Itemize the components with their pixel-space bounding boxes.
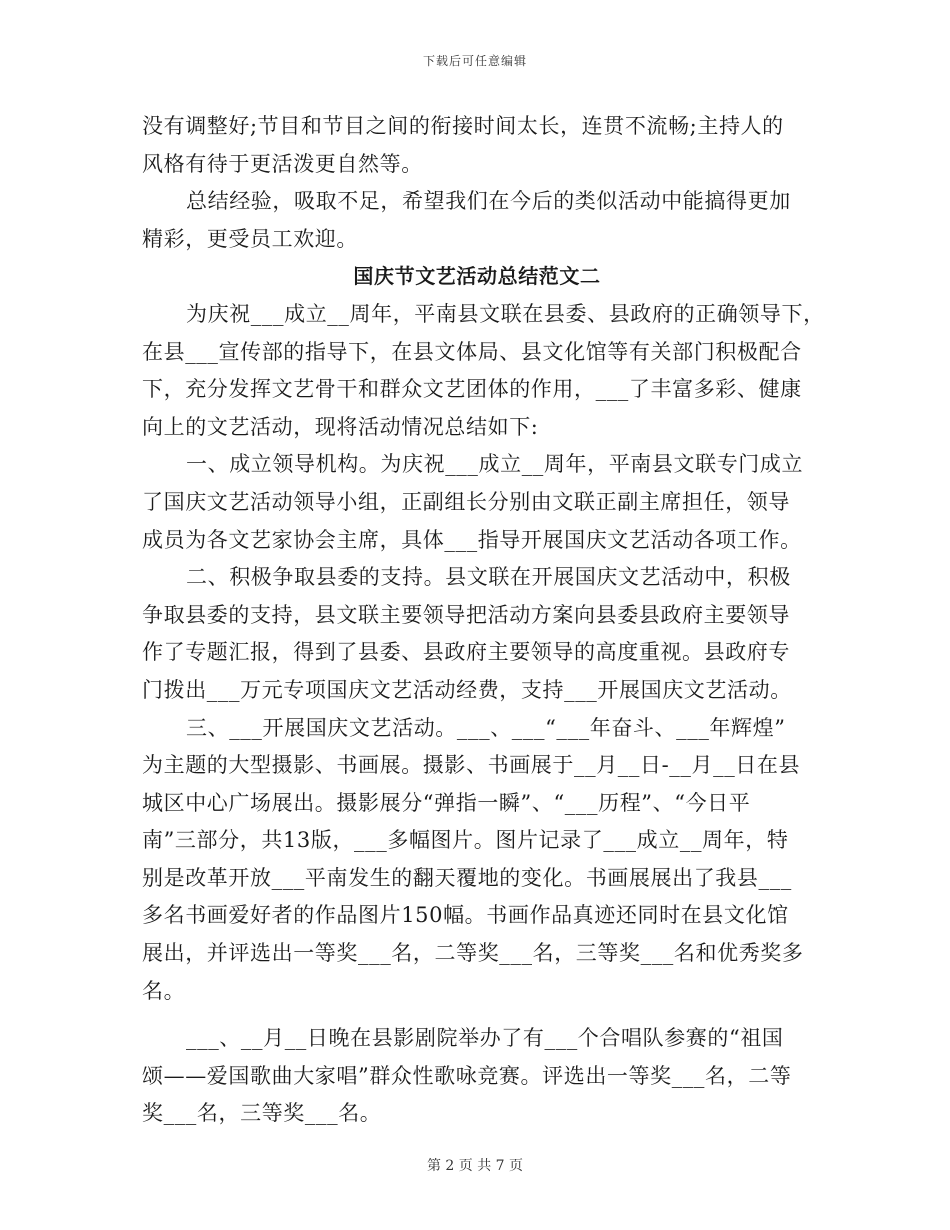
text-line: 争取县委的支持，县文联主要领导把活动方案向县委县政府主要领导 (142, 602, 790, 627)
text-line: 没有调整好;节目和节目之间的衔接时间太长，连贯不流畅;主持人的 (142, 114, 784, 138)
page-footer: 第 2 页 共 7 页 (426, 1158, 524, 1174)
text-line: 了国庆文艺活动领导小组，正副组长分别由文联正副主席担任，领导 (142, 489, 790, 514)
text-line: 总结经验，吸取不足，希望我们在今后的类似活动中能搞得更加 (186, 189, 791, 214)
paragraph-gap (142, 1010, 812, 1020)
text-line: 向上的文艺活动，现将活动情况总结如下: (142, 414, 539, 439)
text-line: 展出，并评选出一等奖___名，二等奖___名，三等奖___名和优秀奖多 (142, 941, 804, 966)
section-title: 国庆节文艺活动总结范文二 (353, 264, 601, 289)
text-line: ___、__月__日晚在县影剧院举办了有___个合唱队参赛的“祖国 (186, 1026, 784, 1051)
text-line: 一、成立领导机构。为庆祝___成立__周年，平南县文联专门成立 (186, 452, 804, 477)
text-line: 多名书画爱好者的作品图片150幅。书画作品真迹还同时在县文化馆 (142, 903, 789, 928)
text-line: 作了专题汇报，得到了县委、县政府主要领导的高度重视。县政府专 (142, 640, 790, 665)
text-line: 颂——爱国歌曲大家唱”群众性歌咏竞赛。评选出一等奖___名，二等 (142, 1063, 792, 1088)
text-line: 下，充分发挥文艺骨干和群众文艺团体的作用，___了丰富多彩、健康 (142, 377, 802, 402)
text-line: 城区中心广场展出。摄影展分“弹指一瞬”、“___历程”、“今日平 (142, 790, 751, 815)
text-line: 三、___开展国庆文艺活动。___、___“___年奋斗、___年辉煌” (186, 715, 786, 740)
text-line: 奖___名，三等奖___名。 (142, 1101, 382, 1126)
text-line: 名。 (142, 978, 186, 1003)
page-header: 下载后可任意编辑 (422, 54, 527, 68)
text-line: 成员为各文艺家协会主席，具体___指导开展国庆文艺活动各项工作。 (142, 527, 802, 552)
text-line: 别是改革开放___平南发生的翻天覆地的变化。书画展展出了我县___ (142, 865, 792, 890)
text-line: 精彩，更受员工欢迎。 (142, 226, 358, 251)
text-line: 南”三部分，共13版，___多幅图片。图片记录了___成立__周年，特 (142, 828, 789, 853)
text-line: 门拨出___万元专项国庆文艺活动经费，支持___开展国庆文艺活动。 (142, 677, 792, 702)
text-line: 为主题的大型摄影、书画展。摄影、书画展于__月__日-__月__日在县 (142, 753, 801, 778)
text-line: 在县___宣传部的指导下，在县文体局、县文化馆等有关部门积极配合 (142, 339, 802, 364)
text-line: 为庆祝___成立__周年，平南县文联在县委、县政府的正确领导下， (186, 301, 825, 326)
document-body (142, 108, 825, 1133)
text-line: 风格有待于更活泼更自然等。 (142, 151, 423, 176)
text-line: 二、积极争取县委的支持。县文联在开展国庆文艺活动中，积极 (186, 565, 791, 590)
